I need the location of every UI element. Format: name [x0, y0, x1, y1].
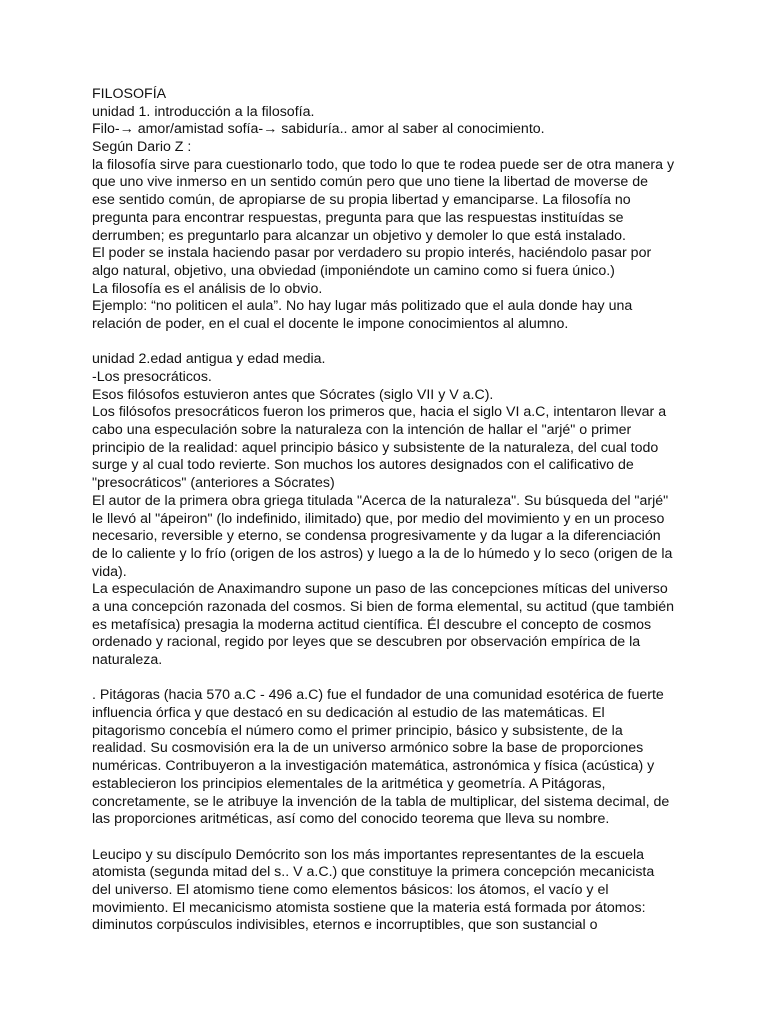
text-line: es metafísica) presagia la moderna actitud científica. Él descubre el concepto de cosmos	[92, 616, 652, 633]
text-line: relación de poder, en el cual el docente le impone conocimientos al alumno.	[92, 315, 569, 332]
text-line: Según Dario Z :	[92, 139, 192, 156]
text-line: Ejemplo: “no politicen el aula”. No hay lugar más politizado que el aula donde hay una	[92, 298, 633, 315]
text-line: ordenado y racional, regido por leyes que se descubren por observación empírica de la	[92, 634, 641, 651]
text-line: algo natural, objetivo, una obviedad (imponiéndote un camino como si fuera único.)	[92, 262, 615, 279]
text-line: El autor de la primera obra griega titulada "Acerca de la naturaleza". Su búsqueda del "arjé"	[92, 492, 669, 509]
text-line: le llevó al "ápeiron" (lo indefinido, ilimitado) que, por medio del movimiento y en un proceso	[92, 510, 665, 527]
document-page	[92, 86, 682, 935]
text-line: la filosofía sirve para cuestionarlo todo, que todo lo que te rodea puede ser de otra manera y	[92, 156, 675, 173]
document-body	[92, 86, 682, 935]
text-line: a una concepción razonada del cosmos. Si bien de forma elemental, su actitud (que también	[92, 598, 675, 615]
text-line: pregunta para encontrar respuestas, pregunta para que las respuestas instituídas se	[92, 209, 624, 226]
text-line: numéricas. Contribuyeron a la investigación matemática, astronómica y física (acústica) y	[92, 758, 655, 775]
paragraph-spacer	[92, 670, 682, 688]
text-line: FILOSOFÍA	[92, 86, 167, 102]
text-line: derrumben; es preguntarlo para alcanzar un objetivo y demoler lo que está instalado.	[92, 227, 626, 244]
paragraph-spacer	[92, 829, 682, 847]
paragraph	[92, 847, 682, 935]
text-line: atomista (segunda mitad del s.. V a.C.) que constituye la primera concepción mecanicista	[92, 864, 655, 881]
text-line: las proporciones aritméticas, así como del conocido teorema que lleva su nombre.	[92, 811, 610, 828]
text-line: La filosofía es el análisis de lo obvio.	[92, 280, 323, 297]
text-line: Esos filósofos estuvieron antes que Sócrates (siglo VII y V a.C).	[92, 386, 494, 403]
text-line: concretamente, se le atribuye la invención de la tabla de multiplicar, del sistema decimal, de	[92, 793, 670, 810]
text-line: de lo caliente y lo frío (origen de los astros) y luego a la de lo húmedo y lo seco (origen de la	[92, 545, 673, 562]
text-line: vida).	[92, 563, 127, 580]
paragraph	[92, 351, 682, 669]
text-line: establecieron los principios elementales de la aritmética y geometría. A Pitágoras,	[92, 775, 606, 792]
paragraph	[92, 687, 682, 829]
text-line: unidad 2.edad antigua y edad media.	[92, 351, 326, 368]
text-line: cabo una especulación sobre la naturaleza con la intención de hallar el "arjé" o primer	[92, 422, 632, 439]
text-line: principio de la realidad: aquel principio básico y subsistente de la naturaleza, del cual todo	[92, 439, 659, 456]
text-line: diminutos corpúsculos indivisibles, eternos e incorruptibles, que son sustancial o	[92, 917, 598, 934]
text-line: realidad. Su cosmovisión era la de un universo armónico sobre la base de proporciones	[92, 740, 644, 757]
text-line: . Pitágoras (hacia 570 a.C - 496 a.C) fue el fundador de una comunidad esotérica de fuerte	[92, 687, 664, 704]
text-line: del universo. El atomismo tiene como elementos básicos: los átomos, el vacío y el	[92, 881, 609, 898]
paragraph	[92, 86, 682, 334]
text-line: movimiento. El mecanicismo atomista sostiene que la materia está formada por átomos:	[92, 899, 646, 916]
text-line: surge y al cual todo revierte. Son muchos los autores designados con el calificativo de	[92, 457, 634, 474]
text-line: La especulación de Anaximandro supone un paso de las concepciones míticas del universo	[92, 581, 668, 598]
text-line: "presocráticos" (anteriores a Sócrates)	[92, 475, 335, 492]
text-line: Los filósofos presocráticos fueron los primeros que, hacia el siglo VI a.C, intentaron llevar a	[92, 404, 667, 421]
text-line: Leucipo y su discípulo Demócrito son los más importantes representantes de la escuela	[92, 846, 645, 863]
text-line: naturaleza.	[92, 652, 163, 668]
text-line: El poder se instala haciendo pasar por verdadero su propio interés, haciéndolo pasar por	[92, 245, 652, 262]
text-line: -Los presocráticos.	[92, 369, 212, 385]
text-line: necesario, reversible y eterno, se condensa progresivamente y da lugar a la diferenciación	[92, 528, 661, 545]
text-line: Filo-→ amor/amistad sofía-→ sabiduría.. amor al saber al conocimiento.	[92, 121, 545, 138]
text-line: ese sentido común, de apropiarse de su propia libertad y emanciparse. La filosofía no	[92, 192, 631, 209]
text-line: unidad 1. introducción a la filosofía.	[92, 103, 315, 120]
text-line: pitagorismo concebía el número como el primer principio, básico y subsistente, de la	[92, 722, 623, 739]
text-line: que uno vive inmerso en un sentido común pero que uno tiene la libertad de moverse de	[92, 174, 649, 191]
paragraph-spacer	[92, 334, 682, 352]
text-line: influencia órfica y que destacó en su dedicación al estudio de las matemáticas. El	[92, 705, 605, 722]
